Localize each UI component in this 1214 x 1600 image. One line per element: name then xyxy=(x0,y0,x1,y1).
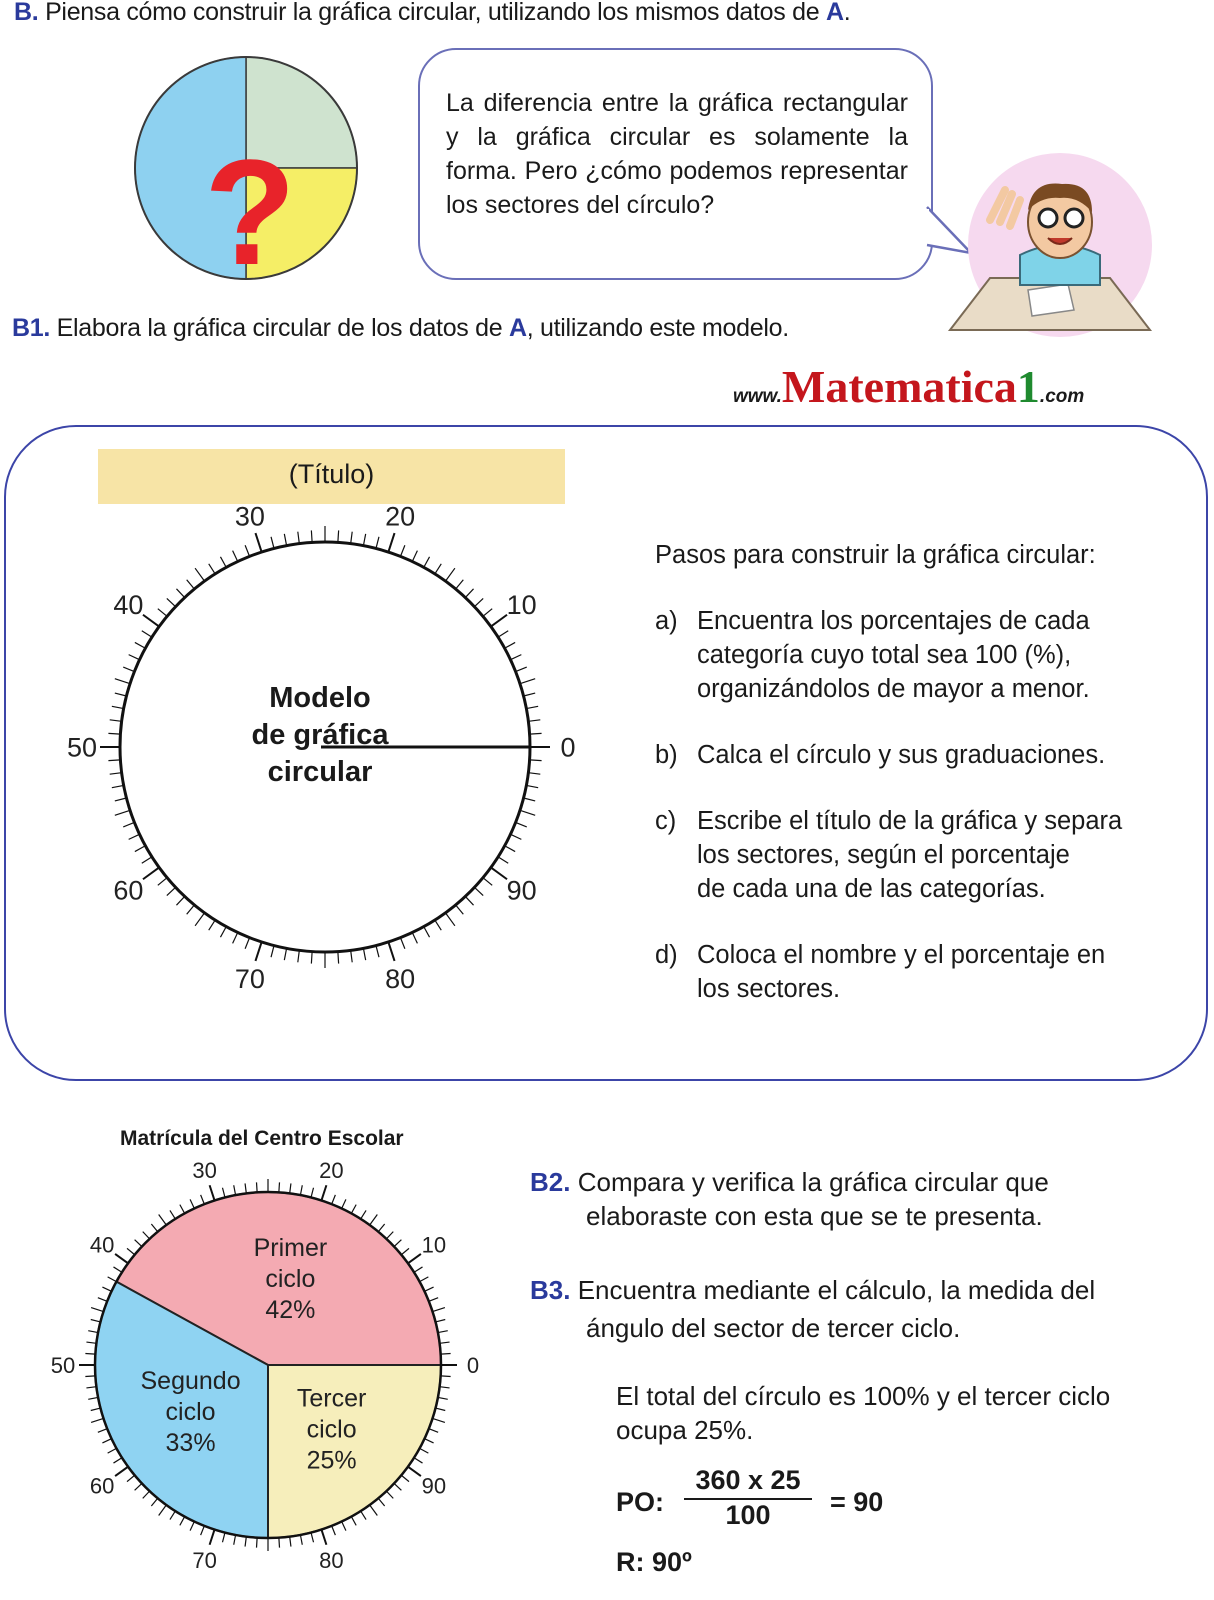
dial-tick xyxy=(338,530,339,542)
dial-tick xyxy=(257,1538,258,1548)
dial-tick xyxy=(135,642,146,648)
dial-tick xyxy=(201,1195,205,1204)
dial-tick xyxy=(394,1240,401,1247)
section-b3-line2: ángulo del sector de tercer ciclo. xyxy=(586,1313,961,1343)
answer: R: 90º xyxy=(616,1547,692,1577)
dial-tick xyxy=(520,810,535,815)
dial-tick xyxy=(425,1439,434,1443)
section-b-text: Piensa cómo construir la gráfica circular, utilizando los mismos datos de xyxy=(45,0,826,26)
dial-tick xyxy=(332,1195,336,1204)
dial-tick xyxy=(351,532,353,544)
dial-tick xyxy=(440,1387,450,1388)
dial-tick xyxy=(245,938,249,949)
logo-number: 1 xyxy=(1016,361,1040,412)
dial-tick xyxy=(170,1511,175,1519)
dial-tick xyxy=(187,580,195,589)
section-b-highlight: A xyxy=(826,0,844,26)
dial-tick xyxy=(98,1429,107,1433)
dial-tick xyxy=(233,551,238,562)
step-text: organizándolos de mayor a menor. xyxy=(697,675,1090,703)
dial-tick xyxy=(110,720,122,722)
dial-tick xyxy=(351,950,353,962)
dial-scale-label: 40 xyxy=(113,589,144,620)
dial-tick xyxy=(363,948,365,960)
pie-slice-name-label: ciclo xyxy=(306,1415,357,1444)
dial-tick xyxy=(491,867,507,879)
steps-list xyxy=(655,538,1195,1006)
step-item xyxy=(655,804,1195,906)
dial-tick xyxy=(456,905,464,914)
paper-icon xyxy=(1028,284,1074,316)
dial-tick xyxy=(408,1254,421,1263)
dial-tick xyxy=(438,1331,448,1333)
dial-tick xyxy=(435,920,441,930)
dial-tick xyxy=(412,932,417,943)
dial-scale-label: 30 xyxy=(234,501,265,532)
dial-tick xyxy=(187,905,195,914)
dial-tick xyxy=(298,532,300,544)
dial-tick xyxy=(91,1308,103,1312)
dial-tick xyxy=(245,1183,246,1193)
dial-scale-label: 10 xyxy=(506,589,537,620)
step-label: c) xyxy=(655,807,677,835)
explanation-line1: El total del círculo es 100% y el tercer ciclo xyxy=(616,1381,1111,1411)
dial-tick xyxy=(209,564,215,574)
dial-tick xyxy=(436,1408,446,1410)
pie-slice-value-label: 42% xyxy=(265,1295,316,1324)
calculation-result: = 90 xyxy=(830,1487,884,1517)
dial-tick xyxy=(143,867,159,879)
steps-heading: Pasos para construir la gráfica circular: xyxy=(655,541,1096,569)
dial-tick xyxy=(401,1475,409,1481)
dial-tick xyxy=(115,1467,128,1476)
pie-slice-name-label: Tercer xyxy=(296,1384,367,1413)
dial-tick xyxy=(158,878,167,886)
dial-tick xyxy=(370,1215,378,1226)
dial-scale-label: 70 xyxy=(234,963,265,994)
dial-tick xyxy=(210,1530,215,1545)
dial-tick xyxy=(180,1205,185,1214)
dial-tick xyxy=(88,1331,98,1333)
section-b2-b3 xyxy=(530,1165,1190,1447)
dial-tick xyxy=(342,1199,346,1208)
dial-scale-label: 60 xyxy=(89,1473,115,1499)
dial-tick xyxy=(420,1277,429,1282)
pie-slice-name-label: ciclo xyxy=(265,1264,316,1293)
model-center-label xyxy=(220,680,420,791)
dial-tick xyxy=(102,1287,111,1291)
dial-tick xyxy=(98,1298,107,1302)
dial-tick xyxy=(91,1418,103,1422)
dial-tick xyxy=(143,615,159,627)
dial-tick xyxy=(142,857,152,863)
dial-tick xyxy=(271,537,274,549)
dial-tick xyxy=(311,952,312,964)
dial-tick xyxy=(220,557,226,568)
dial-tick xyxy=(298,950,300,962)
dial-tick xyxy=(108,760,120,761)
dial-tick xyxy=(115,693,127,696)
dial-tick xyxy=(498,631,508,637)
dial-tick xyxy=(376,537,379,549)
pie-slice-value-label: 33% xyxy=(165,1428,216,1457)
dial-tick xyxy=(190,1199,194,1208)
dial-tick xyxy=(363,534,365,546)
dial-tick xyxy=(441,1354,451,1355)
dial-tick xyxy=(425,1287,434,1291)
dial-tick xyxy=(245,545,249,556)
section-b1-highlight: A xyxy=(509,314,527,342)
pie-slice-value-label: 25% xyxy=(306,1446,357,1475)
dial-tick xyxy=(342,1522,346,1531)
dial-tick xyxy=(167,598,176,606)
dial-tick xyxy=(110,773,122,775)
section-b1-letter: B1. xyxy=(12,314,51,342)
dial-tick xyxy=(483,609,492,617)
logo-prefix: www. xyxy=(733,386,782,407)
step-label: d) xyxy=(655,941,678,969)
dial-tick xyxy=(91,1408,101,1410)
dial-tick xyxy=(520,679,535,684)
dial-tick xyxy=(505,642,516,648)
dial-tick xyxy=(85,1354,95,1355)
dial-tick xyxy=(528,773,540,775)
dial-tick xyxy=(113,1458,121,1463)
dial-tick xyxy=(86,1387,96,1388)
step-text: Coloca el nombre y el porcentaje en xyxy=(697,941,1106,969)
dial-tick xyxy=(516,822,527,826)
step-text: Calca el círculo y sus graduaciones. xyxy=(697,741,1106,769)
dial-tick xyxy=(516,667,527,671)
dial-tick xyxy=(102,1439,111,1443)
dial-tick xyxy=(195,913,204,926)
section-b1-after: , utilizando este modelo. xyxy=(526,314,789,342)
dial-tick xyxy=(300,1185,302,1195)
dial-scale-label: 30 xyxy=(192,1157,217,1183)
dial-tick xyxy=(284,948,286,960)
dial-tick xyxy=(123,667,134,671)
dial-tick xyxy=(233,932,238,943)
dial-tick xyxy=(441,1376,451,1377)
dial-scale-label: 70 xyxy=(192,1547,217,1573)
section-b3-label: B3. xyxy=(530,1275,571,1305)
dial-tick xyxy=(429,1429,438,1433)
fraction-numerator: 360 x 25 xyxy=(684,1465,812,1500)
dial-tick xyxy=(311,1188,313,1198)
pie-chart-title: Matrícula del Centro Escolar xyxy=(120,1127,404,1150)
dial-tick xyxy=(123,822,134,826)
dial-tick xyxy=(129,655,140,660)
pie-slice-name-label: Segundo xyxy=(140,1366,241,1395)
dial-tick xyxy=(332,1526,336,1535)
dial-tick xyxy=(376,946,379,958)
dial-tick xyxy=(505,846,516,852)
dial-tick xyxy=(321,1530,326,1545)
step-label: b) xyxy=(655,741,678,769)
dial-tick xyxy=(115,679,130,684)
dial-tick xyxy=(433,1308,445,1312)
step-text: Encuentra los porcentajes de cada xyxy=(697,607,1090,635)
dial-tick xyxy=(510,655,521,660)
dial-tick xyxy=(284,534,286,546)
dial-tick xyxy=(180,1517,185,1526)
dial-tick xyxy=(245,1537,246,1547)
teaser-pie xyxy=(130,52,362,296)
step-text: categoría cuyo total sea 100 (%), xyxy=(697,641,1072,669)
dial-tick xyxy=(361,1210,366,1218)
dial-tick xyxy=(115,1254,128,1263)
logo-suffix: .com xyxy=(1039,386,1085,407)
dial-tick xyxy=(530,760,542,761)
dial-tick xyxy=(408,1467,421,1476)
dial-tick xyxy=(255,533,261,552)
dial-tick xyxy=(530,733,542,734)
dial-tick xyxy=(424,927,430,938)
model-center-line2: de gráfica xyxy=(251,719,389,751)
dial-tick xyxy=(127,1248,135,1254)
dial-tick xyxy=(300,1535,302,1545)
dial-tick xyxy=(176,589,184,598)
dial-tick xyxy=(388,942,394,961)
po-label: PO: xyxy=(616,1487,665,1517)
dial-tick xyxy=(351,1205,356,1214)
dial-tick xyxy=(143,1491,150,1498)
dial-tick xyxy=(491,615,507,627)
dial-scale-label: 80 xyxy=(319,1547,344,1573)
dial-tick xyxy=(445,568,454,581)
dial-tick xyxy=(142,631,152,637)
dial-tick xyxy=(143,1232,150,1239)
dial-tick xyxy=(151,1224,157,1232)
dial-tick xyxy=(474,887,483,895)
dial-tick xyxy=(86,1342,96,1343)
dial-tick xyxy=(361,1511,366,1519)
section-b1-heading xyxy=(12,314,789,343)
dial-tick xyxy=(524,798,536,801)
fraction xyxy=(684,1465,812,1531)
dial-scale-label: 0 xyxy=(466,1352,480,1378)
dial-tick xyxy=(524,693,536,696)
dial-tick xyxy=(234,1535,236,1545)
dial-tick xyxy=(433,1418,445,1422)
dial-scale-label: 50 xyxy=(50,1352,76,1378)
dial-tick xyxy=(420,1448,429,1453)
section-b1-text: Elabora la gráfica circular de los datos de xyxy=(56,314,509,342)
dial-tick xyxy=(290,1183,291,1193)
section-b-after: . xyxy=(843,0,851,26)
dial-tick xyxy=(115,810,130,815)
dial-tick xyxy=(378,1498,384,1506)
dial-scale-label: 90 xyxy=(506,875,537,906)
dial-tick xyxy=(108,733,120,734)
dial-tick xyxy=(465,589,473,598)
dial-tick xyxy=(135,1240,142,1247)
dial-tick xyxy=(440,1342,450,1343)
dial-scale-label: 0 xyxy=(560,732,576,763)
dial-tick xyxy=(108,1448,117,1453)
dial-tick xyxy=(290,1537,291,1547)
dial-tick xyxy=(394,1483,401,1490)
step-item xyxy=(655,938,1195,1006)
dial-tick xyxy=(88,1397,98,1399)
dial-tick xyxy=(167,887,176,895)
dial-tick xyxy=(386,1232,393,1239)
dial-scale-label: 60 xyxy=(113,875,144,906)
dial-scale-label: 80 xyxy=(385,963,416,994)
dial-tick xyxy=(112,785,124,787)
section-b2-line2: elaboraste con esta que se te presenta. xyxy=(586,1201,1043,1231)
dial-tick xyxy=(129,834,140,839)
dial-tick xyxy=(351,1517,356,1526)
dial-tick xyxy=(388,533,394,552)
dial-tick xyxy=(151,1498,157,1506)
section-b2-line1: Compara y verifica la gráfica circular que xyxy=(577,1167,1049,1197)
dial-tick xyxy=(222,1188,224,1198)
dial-tick xyxy=(159,1215,167,1226)
dial-tick xyxy=(135,846,146,852)
explanation-line2: ocupa 25%. xyxy=(616,1415,754,1445)
dial-tick xyxy=(386,1491,393,1498)
dial-tick xyxy=(279,1538,280,1548)
dial-tick xyxy=(271,946,274,958)
dial-tick xyxy=(456,580,464,589)
question-mark-icon: ? xyxy=(204,128,296,296)
dial-tick xyxy=(195,568,204,581)
dial-tick xyxy=(234,1185,236,1195)
dial-tick xyxy=(170,1210,175,1218)
dial-tick xyxy=(438,1397,448,1399)
dial-tick xyxy=(483,878,492,886)
dial-tick xyxy=(436,1319,446,1321)
dial-tick xyxy=(378,1224,384,1232)
step-item xyxy=(655,604,1195,706)
bubble-text: La diferencia entre la gráfica rectangular y la gráfica circular es solamente la forma. Pero ¿cómo podemos representar los sectores del círculo? xyxy=(446,89,908,219)
dial-tick xyxy=(474,598,483,606)
dial-tick xyxy=(112,706,124,708)
section-b2-label: B2. xyxy=(530,1167,571,1197)
dial-tick xyxy=(279,1182,280,1192)
dial-tick xyxy=(210,1185,215,1200)
dial-tick xyxy=(91,1319,101,1321)
dial-tick xyxy=(435,564,441,574)
dial-tick xyxy=(176,896,184,905)
dial-scale-label: 20 xyxy=(385,501,416,532)
dial-tick xyxy=(190,1522,194,1531)
step-label: a) xyxy=(655,607,678,635)
chart-title-placeholder: (Título) xyxy=(98,449,565,504)
fraction-denominator: 100 xyxy=(725,1500,771,1530)
dial-tick xyxy=(257,1182,258,1192)
glasses-left-icon xyxy=(1039,209,1057,227)
dial-scale-label: 20 xyxy=(319,1157,344,1183)
dial-tick xyxy=(85,1376,95,1377)
dial-tick xyxy=(465,896,473,905)
glasses-right-icon xyxy=(1065,209,1083,227)
step-text: los sectores, según el porcentaje xyxy=(697,841,1070,869)
dial-tick xyxy=(158,609,167,617)
pie-slice-name-label: Primer xyxy=(253,1233,328,1262)
dial-tick xyxy=(414,1267,422,1272)
dial-tick xyxy=(429,1298,438,1302)
logo-name: Matematica xyxy=(781,361,1017,412)
step-item xyxy=(655,738,1195,772)
dial-tick xyxy=(400,545,404,556)
model-center-line3: circular xyxy=(267,756,373,788)
dial-tick xyxy=(528,720,540,722)
dial-tick xyxy=(113,1267,121,1272)
section-b-letter: B. xyxy=(14,0,39,26)
dial-scale-label: 50 xyxy=(66,732,98,763)
dial-scale-label: 90 xyxy=(421,1473,447,1499)
dial-tick xyxy=(338,952,339,964)
section-b3-line1: Encuentra mediante el cálculo, la medida del xyxy=(577,1275,1096,1305)
dial-tick xyxy=(510,834,521,839)
dial-tick xyxy=(201,1526,205,1535)
step-text: Escribe el título de la gráfica y separa xyxy=(697,807,1123,835)
dial-tick xyxy=(412,551,417,562)
dial-tick xyxy=(127,1475,135,1481)
model-center-line1: Modelo xyxy=(269,682,371,714)
dial-tick xyxy=(414,1458,422,1463)
step-text: de cada una de las categorías. xyxy=(697,875,1046,903)
matematica1-logo xyxy=(733,360,1084,410)
dial-tick xyxy=(401,1248,409,1254)
dial-tick xyxy=(220,927,226,938)
pie-slice-name-label: ciclo xyxy=(165,1397,216,1426)
dial-tick xyxy=(255,942,261,961)
dial-tick xyxy=(115,798,127,801)
dial-tick xyxy=(526,785,538,787)
dial-tick xyxy=(108,1277,117,1282)
dial-scale-label: 10 xyxy=(421,1232,447,1258)
dial-tick xyxy=(370,1505,378,1516)
dial-tick xyxy=(321,1185,326,1200)
section-b-heading xyxy=(14,0,850,27)
dial-tick xyxy=(498,857,508,863)
step-text: los sectores. xyxy=(697,975,841,1003)
dial-tick xyxy=(526,706,538,708)
dial-scale-label: 40 xyxy=(89,1232,115,1258)
enrollment-pie-chart xyxy=(30,1157,510,1600)
dial-tick xyxy=(400,938,404,949)
dial-tick xyxy=(222,1533,224,1543)
dial-tick xyxy=(159,1505,167,1516)
dial-tick xyxy=(209,920,215,930)
dial-tick xyxy=(135,1483,142,1490)
dial-tick xyxy=(445,913,454,926)
dial-tick xyxy=(311,530,312,542)
dial-tick xyxy=(424,557,430,568)
student-illustration xyxy=(950,150,1170,350)
dial-tick xyxy=(311,1533,313,1543)
